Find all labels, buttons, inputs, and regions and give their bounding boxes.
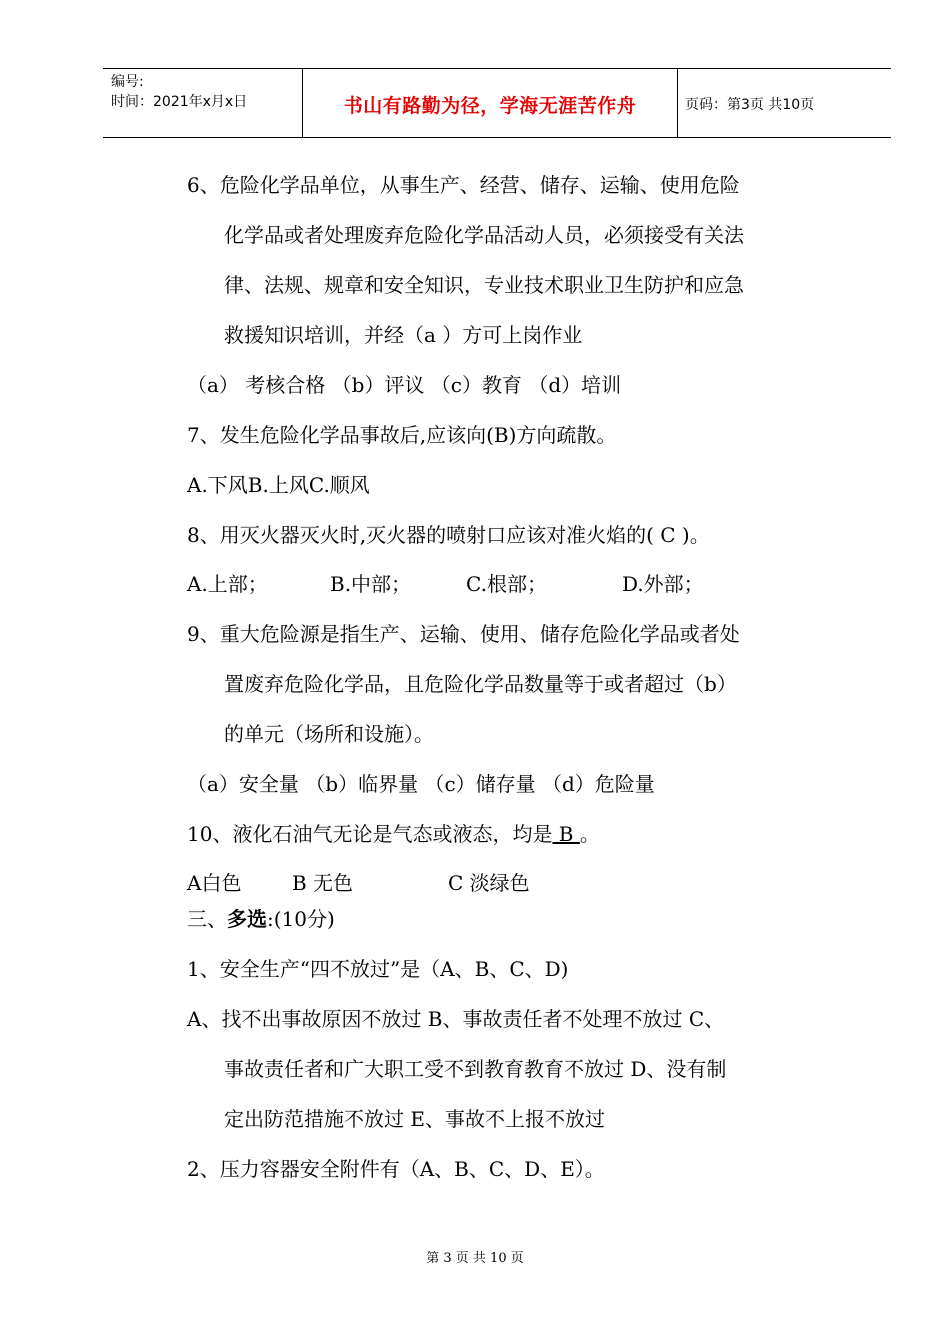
multi-question-1: 1、安全生产“四不放过”是（A、B、C、D) (187, 957, 569, 981)
multi-question-1-line-3: 定出防范措施不放过 E、事故不上报不放过 (224, 1107, 605, 1131)
question-8: 8、用灭火器灭火时,灭火器的喷射口应该对准火焰的( C )。 (187, 523, 710, 547)
question-6-options: （a） 考核合格 （b）评议 （c）教育 （d）培训 (187, 373, 622, 397)
question-10-text: 10、液化石油气无论是气态或液态，均是 (187, 822, 553, 846)
question-10-option-a: A白色 (187, 871, 242, 895)
question-9-line-2: 置废弃危险化学品，且危险化学品数量等于或者超过（b） (224, 672, 737, 696)
question-10-option-b: B 无色 (292, 871, 354, 895)
question-8-option-a: A.上部； (187, 572, 268, 596)
header-motto: 书山有路勤为径，学海无涯苦作舟 (343, 95, 637, 117)
question-8-option-c: C.根部； (466, 572, 547, 596)
question-7: 7、发生危险化学品事故后,应该向(B)方向疏散。 (187, 423, 617, 447)
question-8-option-d: D.外部； (622, 572, 704, 596)
question-6-line-4: 救援知识培训，并经（a ）方可上岗作业 (224, 323, 583, 347)
section-3-title: 多选 (227, 907, 267, 931)
header-page-info: 页码：第3页 共10页 (685, 97, 815, 113)
question-6-line-3: 律、法规、规章和安全知识，专业技术职业卫生防护和应急 (224, 273, 744, 297)
question-9-line-3: 的单元（场所和设施）。 (224, 722, 434, 746)
question-10-answer-blank: B (552, 822, 580, 846)
page-footer: 第 3 页 共 10 页 (426, 1251, 524, 1266)
question-10-end: 。 (579, 822, 600, 846)
question-9-options: （a）安全量 （b）临界量 （c）储存量 （d）危险量 (187, 772, 655, 796)
section-3-heading (187, 906, 335, 932)
section-3-score: :(10分) (267, 907, 335, 931)
multi-question-1-line-2: 事故责任者和广大职工受不到教育教育不放过 D、没有制 (224, 1057, 727, 1081)
question-9-line-1: 9、重大危险源是指生产、运输、使用、储存危险化学品或者处 (187, 622, 740, 646)
date-label: 时间：2021年x月x日 (111, 94, 248, 110)
serial-number-label: 编号: (111, 74, 144, 90)
section-3-number: 三、 (187, 907, 227, 931)
multi-question-1-line-1: A、找不出事故原因不放过 B、事故责任者不处理不放过 C、 (187, 1007, 725, 1031)
multi-question-2: 2、压力容器安全附件有（A、B、C、D、E）。 (187, 1157, 605, 1181)
question-6-line-1: 6、危险化学品单位，从事生产、经营、储存、运输、使用危险 (187, 173, 740, 197)
header-motto-cell (303, 69, 678, 137)
page-header (103, 68, 891, 138)
question-10 (187, 821, 600, 847)
question-8-option-b: B.中部； (330, 572, 412, 596)
question-10-option-c: C 淡绿色 (448, 871, 530, 895)
question-6-line-2: 化学品或者处理废弃危险化学品活动人员，必须接受有关法 (224, 223, 744, 247)
header-page-cell (678, 69, 891, 137)
header-meta-cell (103, 69, 303, 137)
question-7-options: A.下风B.上风C.顺风 (187, 473, 370, 497)
